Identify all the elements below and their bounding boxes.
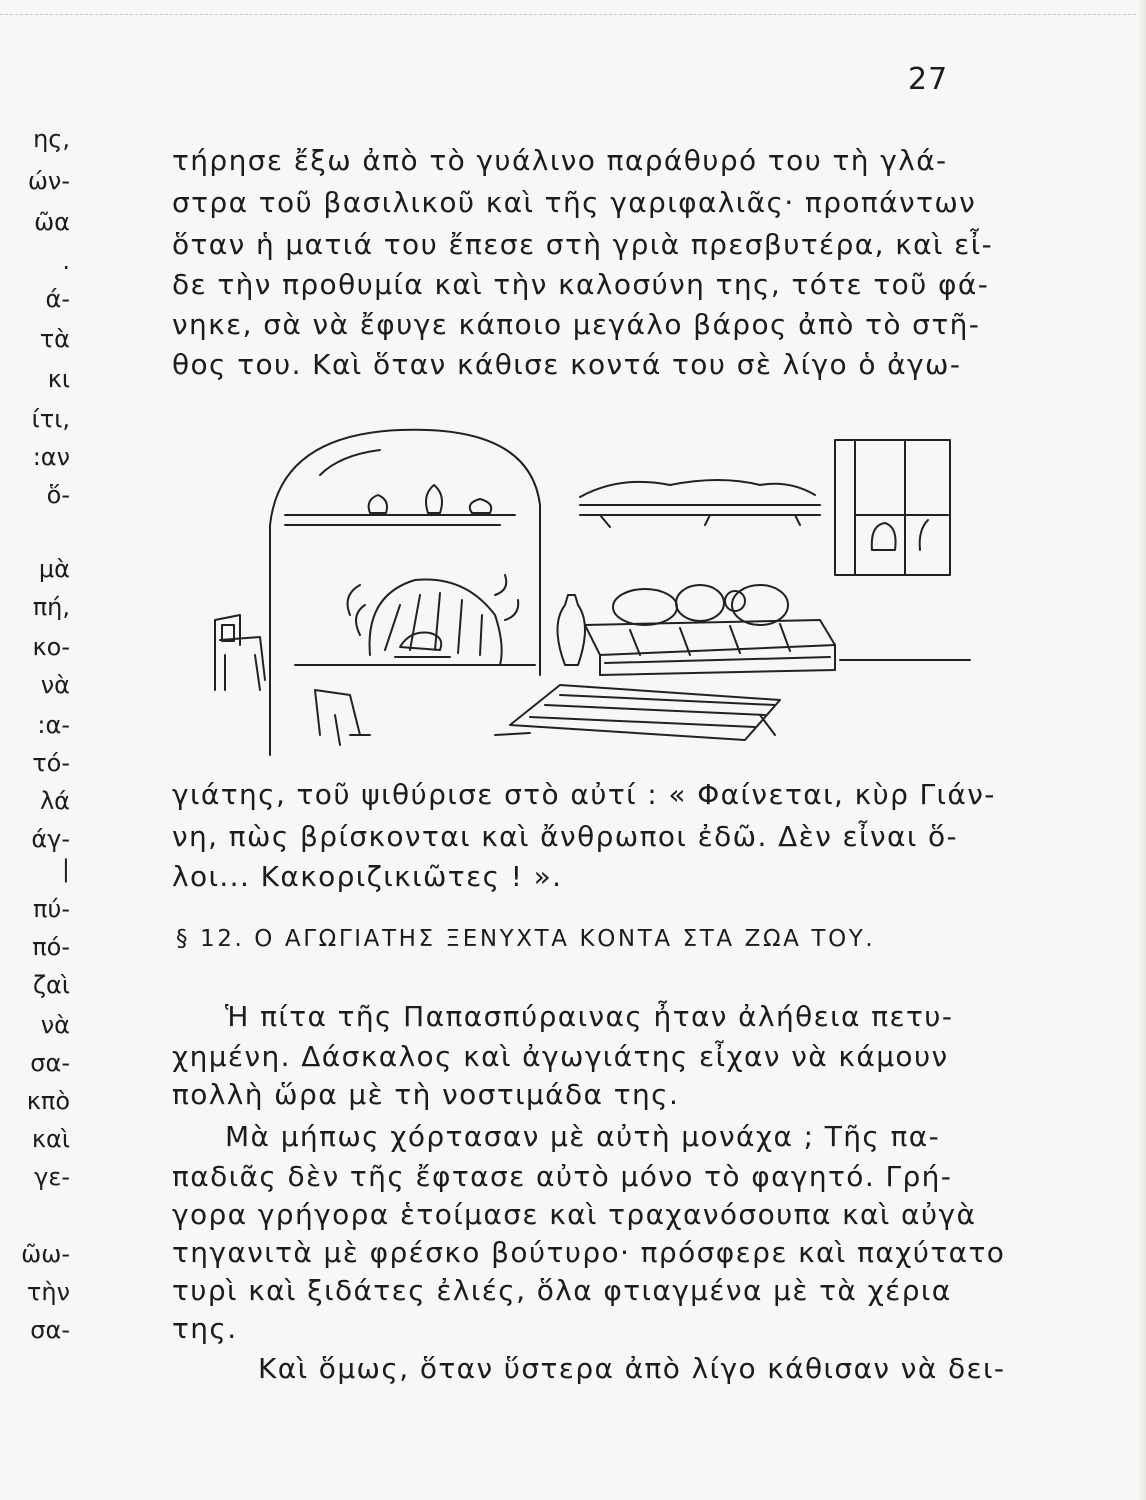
scan-right-edge — [1138, 0, 1146, 1500]
pot-icon — [369, 495, 387, 513]
margin-fragment: πύ- — [33, 895, 70, 923]
margin-fragment: λά — [39, 787, 70, 815]
margin-fragment: ὅ- — [46, 481, 70, 509]
loaf-icon — [613, 589, 677, 625]
margin-fragment: ζαὶ — [33, 971, 70, 999]
window-pot-icon — [872, 523, 896, 550]
dish-shelf — [580, 480, 815, 497]
text-line: ὅταν ἡ ματιά του ἔπεσε στὴ γριὰ πρεσβυτέρα, καὶ εἶ- — [172, 228, 994, 261]
table-top — [585, 620, 835, 655]
margin-fragment: νὰ — [40, 671, 70, 699]
text-line: παδιᾶς δὲν τῆς ἔφτασε αὐτὸ μόνο τὸ φαγητό. Γρή- — [172, 1160, 953, 1193]
margin-fragment: ης, — [33, 125, 70, 153]
margin-fragment: άγ- — [31, 825, 70, 853]
text-line: στρα τοῦ βασιλικοῦ καὶ τῆς γαριφαλιᾶς· προπάντων — [172, 186, 977, 219]
text-line: τήρησε ἔξω ἀπὸ τὸ γυάλινο παράθυρό του τὴ γλά- — [172, 144, 948, 177]
pot-icon — [426, 485, 442, 513]
margin-fragment: κο- — [32, 633, 70, 661]
text-line: πολλὴ ὥρα μὲ τὴ νοστιμάδα της. — [172, 1078, 680, 1111]
text-line: Ἡ πίτα τῆς Παπασπύραινας ἦταν ἀλήθεια πετυ- — [225, 1000, 954, 1033]
margin-fragment: κπὸ — [26, 1087, 70, 1115]
text-line: νηκε, σὰ νὰ ἔφυγε κάποιο μεγάλο βάρος ἀπὸ τὸ στῆ- — [172, 308, 981, 341]
margin-fragment: ῶα — [34, 208, 70, 236]
text-line: λοι... Κακοριζικιῶτες ! ». — [172, 860, 563, 893]
margin-fragment: τό- — [32, 749, 70, 777]
margin-fragment: . — [62, 247, 70, 275]
margin-fragment: σα- — [30, 1316, 70, 1344]
section-heading: § 12. Ο ΑΓΩΓΙΑΤΗΣ ΞΕΝΥΧΤΑ ΚΟΝΤΑ ΣΤΑ ΖΩΑ ΤΟΥ. — [176, 926, 876, 952]
text-line: Καὶ ὅμως, ὅταν ὕστερα ἀπὸ λίγο κάθισαν νὰ δει- — [258, 1352, 1006, 1385]
margin-fragment: πή, — [32, 593, 70, 621]
text-line: τυρὶ καὶ ξιδάτες ἐλιές, ὅλα φτιαγμένα μὲ τὰ χέρια — [172, 1274, 952, 1307]
margin-fragment: ά- — [45, 285, 70, 313]
loaf-icon — [732, 585, 788, 625]
rug — [510, 685, 780, 740]
text-line: χημένη. Δάσκαλος καὶ ἀγωγιάτης εἶχαν νὰ κάμουν — [172, 1040, 949, 1073]
text-line: γορα γρήγορα ἑτοίμασε καὶ τραχανόσουπα καὶ αὐγὰ — [172, 1198, 977, 1231]
margin-fragment: ών- — [27, 167, 70, 195]
text-line: νη, πὼς βρίσκονται καὶ ἄνθρωποι ἐδῶ. Δὲν εἶναι ὅ- — [172, 820, 959, 853]
margin-fragment: ίτι, — [31, 405, 70, 433]
margin-fragment: πό- — [32, 933, 70, 961]
margin-fragment: | — [61, 855, 70, 883]
margin-fragment: μὰ — [38, 555, 70, 583]
text-line: γιάτης, τοῦ ψιθύρισε στὸ αὐτί : « Φαίνεται, κὺρ Γιάν- — [172, 778, 996, 811]
margin-fragment: ῶω- — [21, 1240, 70, 1268]
text-line: τηγανιτὰ μὲ φρέσκο βούτυρο· πρόσφερε καὶ παχύτατο — [172, 1236, 1006, 1269]
vase-icon — [558, 595, 586, 665]
margin-fragment: κι — [47, 365, 70, 393]
text-line: Μὰ μήπως χόρτασαν μὲ αὐτὴ μονάχα ; Τῆς πα- — [225, 1120, 941, 1153]
fireplace-interior-illustration — [200, 415, 980, 760]
margin-fragment: τὰ — [39, 325, 70, 353]
margin-fragment: :α- — [37, 711, 70, 739]
margin-fragment: γε- — [34, 1163, 70, 1191]
page-number: 27 — [908, 62, 949, 97]
text-line: της. — [172, 1312, 238, 1345]
window-frame — [835, 440, 950, 575]
text-line: θος του. Καὶ ὅταν κάθισε κοντά του σὲ λίγο ὁ ἀγω- — [172, 348, 962, 381]
stool-icon — [315, 690, 370, 745]
margin-fragment: νὰ — [40, 1011, 70, 1039]
pot-icon — [470, 499, 491, 513]
scan-top-border — [0, 14, 1146, 15]
margin-fragment: καὶ — [31, 1125, 70, 1153]
loaf-icon — [676, 585, 724, 621]
margin-fragment: τὴν — [26, 1278, 70, 1306]
margin-fragment: σα- — [30, 1049, 70, 1077]
margin-fragment: :αν — [32, 443, 70, 471]
text-line: δε τὴν προθυμία καὶ τὴν καλοσύνη της, τότε τοῦ φά- — [172, 268, 990, 301]
